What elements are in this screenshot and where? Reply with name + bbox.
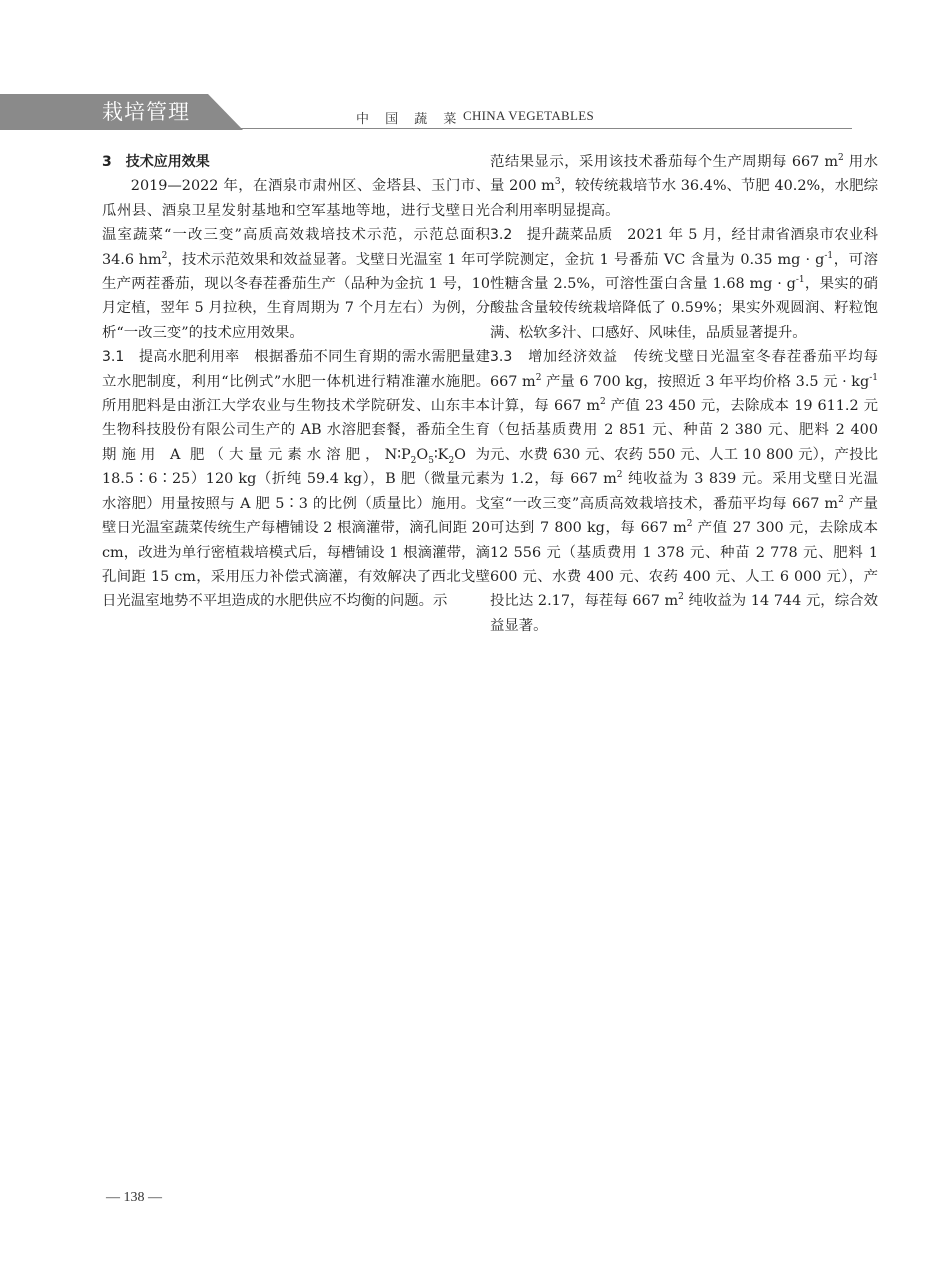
paragraph-3-2: 3.2 提升蔬菜品质 2021 年 5 月，经甘肃省酒泉市农业科学院测定，金抗 1 号番茄 VC 含量为 0.35 mg · $g^{-1}$，可溶性糖含量 2.5%，可溶性蛋白含量 1.68 mg · $g^{-1}$，果实的硝酸盐含量较传统栽培降低了 0.59%；果实外观圆润、籽粒饱满、松软多汁、口感好、风味佳，品质显著提升。 xyxy=(490,227,878,341)
subsection-title-3-3: 3.3 增加经济效益 xyxy=(490,349,618,366)
paragraph-3-3: 3.3 增加经济效益 传统戈壁日光温室冬春茬番茄平均每 667 $m^2$ 产量 6 700 kg，按照近 3 年平均价格 3.5 元 · $kg^{-1}$ 计算，每 667 $m^2$ 产值 23 450 元，去除成本 19 611.2 元（包括基质费用 2 851 元、种苗 2 380 元、肥料 2 400 元、水费 630 元、农药 550 元、人工 10 800 元），产投比为 1.2，每 667 $m^2$ 纯收益为 3 839 元。采用戈壁日光温室“一改三变”高质高效栽培技术，番茄平均每 667 $m^2$ 产量可达到 7 800 kg，每 667 $m^2$ 产值 27 300 元，去除成本 12 556 元（基质费用 1 378 元、种苗 2 778 元、肥料 1 600 元、水费 400 元、农药 400 元、人工 6 000 元），产投比达 2.17，每茬每 667 $m^2$ 纯收益为 14 744 元，综合效益显著。 xyxy=(490,349,878,634)
paragraph-intro: 2019—2022 年，在酒泉市肃州区、金塔县、玉门市、瓜州县、酒泉卫星发射基地和空军基地等地，进行戈壁日光温室蔬菜“一改三变”高质高效栽培技术示范，示范总面积 34.6 $hm^2$，技术示范效果和效益显著。戈壁日光温室 1 年可生产两茬番茄，现以冬春茬番茄生产（品种为金抗 1 号，10 月定植，翌年 5 月拉秧，生育周期为 7 个月左右）为例，分析“一改三变”的技术应用效果。 xyxy=(102,178,490,341)
subsection-title-3-2: 3.2 提升蔬菜品质 xyxy=(490,227,613,244)
page-header xyxy=(0,0,950,140)
section-tab-label: 栽培管理 xyxy=(102,100,190,124)
right-column xyxy=(490,150,878,638)
section-heading: 3 技术应用效果 xyxy=(102,154,210,170)
left-column xyxy=(102,150,490,614)
subsection-title-3-1: 3.1 提高水肥利用率 xyxy=(102,349,240,366)
journal-name-cn: 中 国 蔬 菜 xyxy=(356,112,463,127)
page-number: — 138 — xyxy=(106,1190,162,1205)
paragraph-continuation: 范结果显示，采用该技术番茄每个生产周期每 667 $m^2$ 用水量 200 $m^3$，较传统栽培节水 36.4%、节肥 40.2%，水肥综合利用率明显提高。 xyxy=(490,153,879,219)
header-rule xyxy=(240,128,852,129)
journal-name-en: CHINA VEGETABLES xyxy=(463,108,594,123)
paragraph-3-1: 3.1 提高水肥利用率 根据番茄不同生育期的需水需肥量建立水肥制度，利用“比例式”水肥一体机进行精准灌水施肥。所用肥料是由浙江大学农业与生物技术学院研发、山东丰本生物科技股份有限公司生产的 AB 水溶肥套餐，番茄全生育期施用 A 肥（大量元素水溶肥，$N∶P_2O_5∶K_2O$ 为 18.5∶6∶25）120 kg（折纯 59.4 kg），B 肥（微量元素水溶肥）用量按照与 A 肥 5∶3 的比例（质量比）施用。戈壁日光温室蔬菜传统生产每槽铺设 2 根滴灌带，滴孔间距 20 cm，改进为单行密植栽培模式后，每槽铺设 1 根滴灌带，滴孔间距 15 cm，采用压力补偿式滴灌，有效解决了西北戈壁日光温室地势不平坦造成的水肥供应不均衡的问题。示 xyxy=(102,349,491,610)
